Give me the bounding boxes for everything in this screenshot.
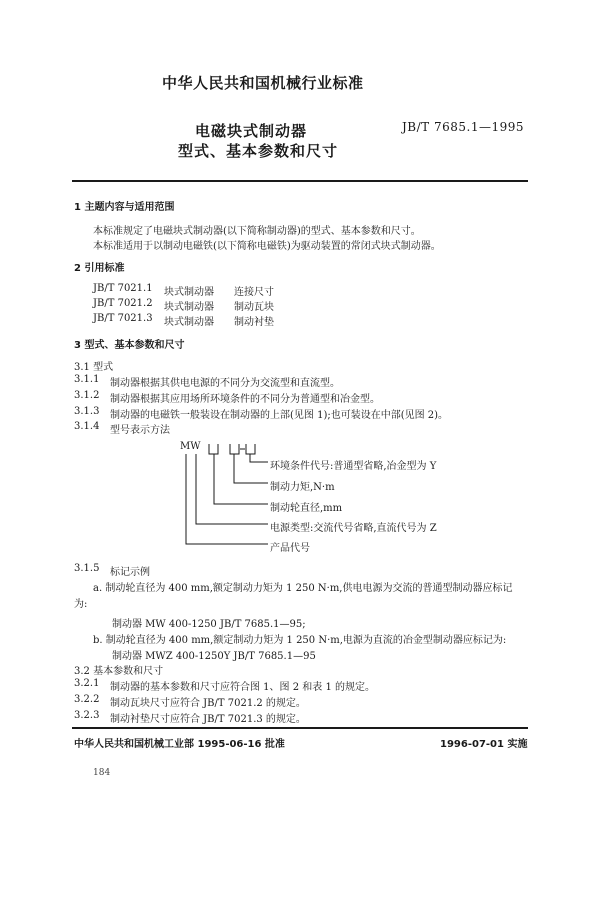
model-label-torque: 制动力矩,N·m [270, 482, 335, 493]
standard-org: 中华人民共和国机械行业标准 [162, 74, 364, 92]
reference-part: 制动瓦块 [234, 302, 274, 313]
reference-name: 块式制动器 [164, 302, 214, 313]
clause-3-2: 3.2 基本参数和尺寸 [74, 666, 164, 677]
approval-statement: 中华人民共和国机械工业部 1995-06-16 批准 [74, 739, 285, 750]
reference-part: 连接尺寸 [234, 287, 274, 298]
model-label-environment: 环境条件代号:普通型省略,冶金型为 Y [270, 461, 437, 472]
model-label-wheel-diameter: 制动轮直径,mm [270, 503, 343, 514]
clause-3-1-2-number: 3.1.2 [74, 390, 100, 401]
reference-code: JB/T 7021.3 [93, 313, 153, 324]
section-1-heading: 1 主题内容与适用范围 [74, 202, 175, 213]
reference-code: JB/T 7021.1 [93, 283, 153, 294]
clause-3-2-2-text: 制动瓦块尺寸应符合 JB/T 7021.2 的规定。 [110, 698, 306, 709]
clause-3-1-1-number: 3.1.1 [74, 374, 100, 385]
example-a-line-1: a. 制动轮直径为 400 mm,额定制动力矩为 1 250 N·m,供电电源为交流的普通型制动器应标记 [93, 583, 513, 594]
clause-3-1: 3.1 型式 [74, 362, 114, 373]
clause-3-1-4-number: 3.1.4 [74, 421, 100, 432]
reference-name: 块式制动器 [164, 317, 214, 328]
clause-3-1-1-text: 制动器根据其供电电源的不同分为交流型和直流型。 [110, 378, 340, 389]
clause-3-2-3-number: 3.2.3 [74, 710, 100, 721]
doc-title-line2: 型式、基本参数和尺寸 [178, 142, 339, 160]
standard-code: JB/T 7685.1—1995 [402, 120, 525, 134]
clause-3-1-3-number: 3.1.3 [74, 406, 100, 417]
clause-3-1-5-number: 3.1.5 [74, 563, 100, 574]
clause-3-1-4-text: 型号表示方法 [110, 425, 170, 436]
reference-name: 块式制动器 [164, 287, 214, 298]
doc-title-line1: 电磁块式制动器 [195, 122, 308, 140]
page-number: 184 [93, 768, 111, 778]
header-rule [72, 180, 528, 182]
section-3-heading: 3 型式、基本参数和尺寸 [74, 340, 185, 351]
example-b-mark: 制动器 MWZ 400-1250Y JB/T 7685.1—95 [112, 651, 316, 662]
model-label-product-code: 产品代号 [270, 543, 310, 554]
clause-3-2-2-number: 3.2.2 [74, 694, 100, 705]
model-bracket-lines [160, 440, 280, 560]
section-2-heading: 2 引用标准 [74, 263, 125, 274]
example-a-mark: 制动器 MW 400-1250 JB/T 7685.1—95; [112, 619, 306, 630]
example-a-line-2: 为: [74, 599, 88, 610]
clause-3-1-3-text: 制动器的电磁铁一般装设在制动器的上部(见图 1);也可装设在中部(见图 2)。 [110, 410, 449, 421]
clause-3-1-5-text: 标记示例 [110, 567, 150, 578]
clause-3-2-1-number: 3.2.1 [74, 678, 100, 689]
clause-3-1-2-text: 制动器根据其应用场所环境条件的不同分为普通型和冶金型。 [110, 394, 380, 405]
clause-3-2-1-text: 制动器的基本参数和尺寸应符合图 1、图 2 和表 1 的规定。 [110, 682, 375, 693]
reference-code: JB/T 7021.2 [93, 298, 153, 309]
clause-3-2-3-text: 制动衬垫尺寸应符合 JB/T 7021.3 的规定。 [110, 714, 306, 725]
reference-part: 制动衬垫 [234, 317, 274, 328]
example-b-line-1: b. 制动轮直径为 400 mm,额定制动力矩为 1 250 N·m,电源为直流的冶金型制动器应标记为: [93, 635, 507, 646]
model-label-power-type: 电源类型:交流代号省略,直流代号为 Z [270, 523, 437, 534]
model-prefix: MW [180, 441, 201, 452]
effective-date: 1996-07-01 实施 [440, 739, 528, 750]
footer-rule [72, 727, 528, 729]
section-1-paragraph-2: 本标准适用于以制动电磁铁(以下简称电磁铁)为驱动装置的常闭式块式制动器。 [93, 241, 441, 252]
section-1-paragraph-1: 本标准规定了电磁块式制动器(以下简称制动器)的型式、基本参数和尺寸。 [93, 226, 421, 237]
